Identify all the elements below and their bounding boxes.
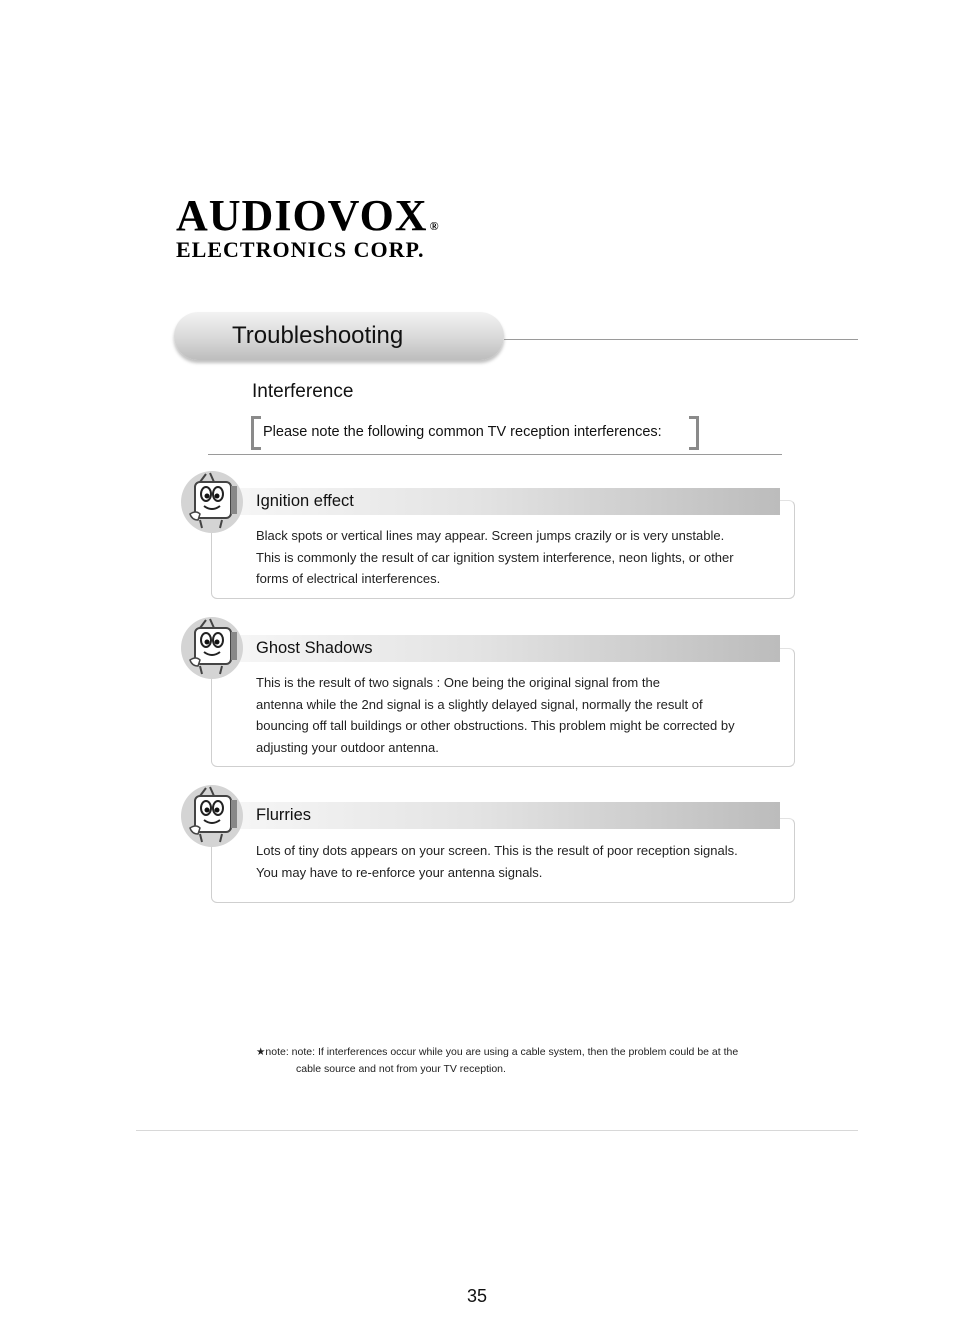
registered-mark: ® <box>429 219 440 233</box>
footnote <box>256 1044 796 1077</box>
item-title: Flurries <box>256 806 312 824</box>
tv-mascot-icon <box>180 616 244 680</box>
item-description-line: bouncing off tall buildings or other obstructions. This problem might be corrected by <box>256 718 735 733</box>
audiovox-logo <box>176 191 476 262</box>
bracket-right <box>689 416 699 450</box>
item-description <box>256 525 786 590</box>
item-description-line: adjusting your outdoor antenna. <box>256 739 439 755</box>
logo-wordmark <box>176 191 476 240</box>
item-title: Ignition effect <box>256 492 354 510</box>
item-description-line: forms of electrical interferences. <box>256 571 441 586</box>
intro-text: Please note the following common TV reception interferences: <box>263 424 662 440</box>
footnote-line2: cable source and not from your TV reception. <box>296 1062 506 1075</box>
footnote-line1: ★note: note: If interferences occur while you are using a cable system, then the problem could be at the <box>256 1046 739 1058</box>
bracket-left <box>251 416 261 450</box>
logo-line2: ELECTRONICS CORP. <box>176 237 425 262</box>
item-description-line: This is commonly the result of car ignition system interference, neon lights, or other <box>256 549 734 565</box>
item-description-line: Lots of tiny dots appears on your screen. This is the result of poor reception signals. <box>256 843 738 858</box>
item-description <box>256 672 786 758</box>
section-title-rule <box>504 339 858 340</box>
tv-mascot-icon <box>180 784 244 848</box>
item-title-bar <box>232 802 780 829</box>
item-description-line: Black spots or vertical lines may appear. Screen jumps crazily or is very unstable. <box>256 528 725 543</box>
logo-line1: AUDIOVOX <box>176 191 428 240</box>
item-description <box>256 840 786 883</box>
page-number: 35 <box>466 1286 488 1306</box>
item-description-line: This is the result of two signals : One being the original signal from the <box>256 675 660 690</box>
item-description-line: You may have to re-enforce your antenna signals. <box>256 864 543 880</box>
intro-rule <box>208 454 782 455</box>
item-description-line: antenna while the 2nd signal is a slightly delayed signal, normally the result of <box>256 696 703 712</box>
section-subtitle: Interference <box>252 381 354 402</box>
item-title: Ghost Shadows <box>256 639 373 657</box>
tv-mascot-icon <box>180 470 244 534</box>
footer-rule <box>136 1130 858 1131</box>
section-title: Troubleshooting <box>232 322 404 349</box>
